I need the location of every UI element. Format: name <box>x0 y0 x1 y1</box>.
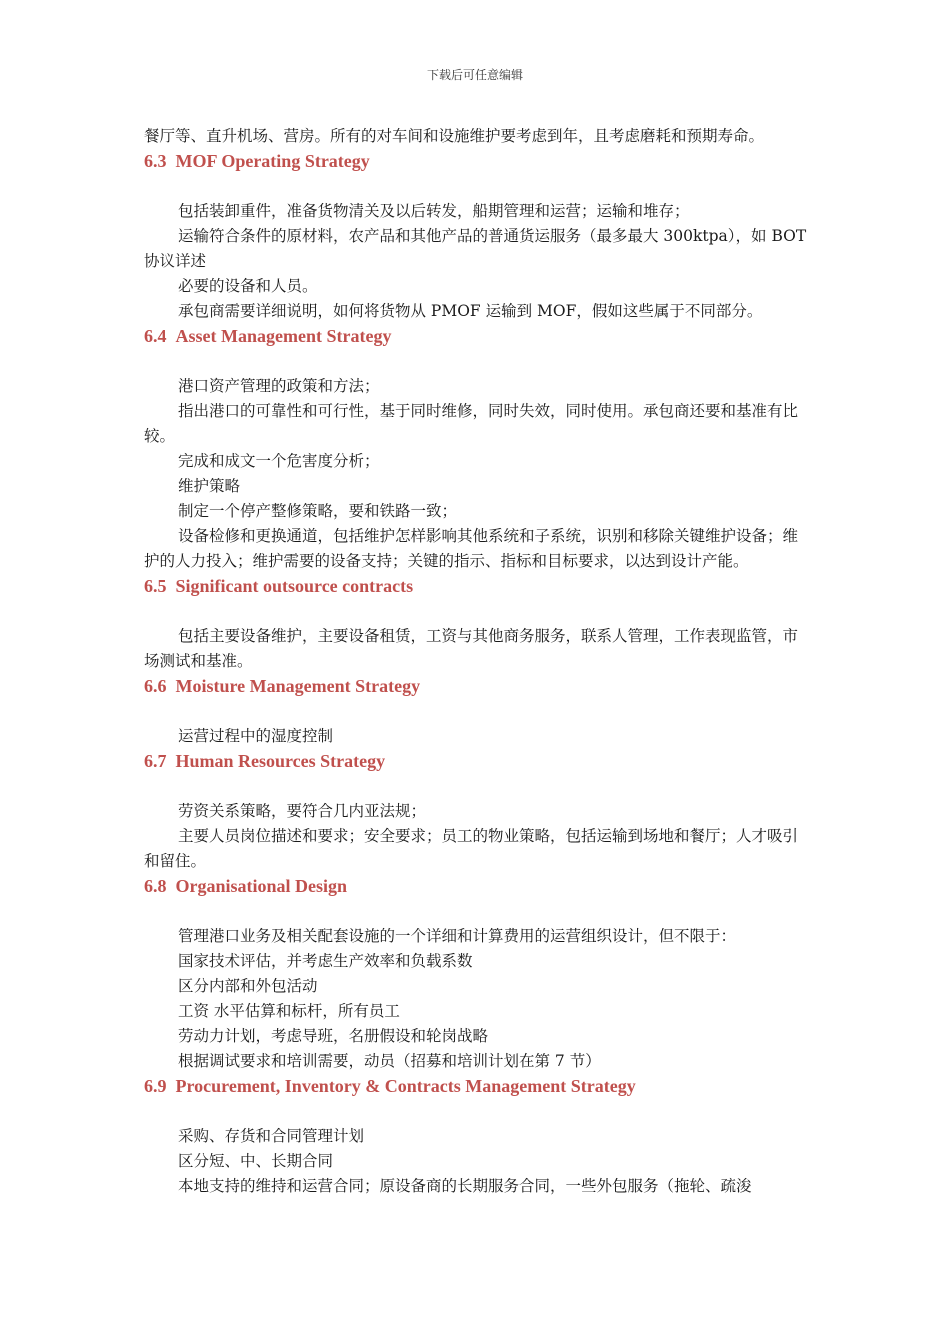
section-heading <box>144 874 808 899</box>
section-heading <box>144 574 808 599</box>
section-heading <box>144 149 808 174</box>
section-heading <box>144 324 808 349</box>
paragraph: 维护策略 <box>178 477 241 495</box>
paragraph: 港口资产管理的政策和方法； <box>178 377 380 395</box>
paragraph: 运营过程中的湿度控制 <box>178 727 334 745</box>
section-number: 6.6 <box>144 676 167 696</box>
paragraph: 区分短、中、长期合同 <box>178 1152 334 1170</box>
section-heading <box>144 674 808 699</box>
paragraph: 指出港口的可靠性和可行性，基于同时维修，同时失效，同时使用。承包商还要和基准有比较。 <box>144 402 799 445</box>
paragraph: 主要人员岗位描述和要求；安全要求；员工的物业策略，包括运输到场地和餐厅；人才吸引和留住。 <box>144 827 799 870</box>
section-title: Significant outsource contracts <box>175 576 414 596</box>
section-title: MOF Operating Strategy <box>175 151 370 171</box>
paragraph: 采购、存货和合同管理计划 <box>178 1127 365 1145</box>
paragraph: 完成和成文一个危害度分析； <box>178 452 380 470</box>
paragraph: 管理港口业务及相关配套设施的一个详细和计算费用的运营组织设计，但不限于： <box>178 927 737 945</box>
section-number: 6.5 <box>144 576 167 596</box>
paragraph: 根据调试要求和培训需要，动员（招募和培训计划在第 7 节） <box>178 1052 601 1070</box>
section-number: 6.8 <box>144 876 167 896</box>
section-title: Procurement, Inventory & Contracts Management Strategy <box>175 1076 636 1096</box>
paragraph: 制定一个停产整修策略，要和铁路一致； <box>178 502 458 520</box>
paragraph: 必要的设备和人员。 <box>178 277 318 295</box>
paragraph: 承包商需要详细说明，如何将货物从 PMOF 运输到 MOF，假如这些属于不同部分。 <box>178 302 763 320</box>
paragraph: 国家技术评估，并考虑生产效率和负载系数 <box>178 952 473 970</box>
paragraph: 本地支持的维持和运营合同；原设备商的长期服务合同，一些外包服务（拖轮、疏浚 <box>178 1177 752 1195</box>
paragraph: 包括装卸重件，准备货物清关及以后转发，船期管理和运营；运输和堆存； <box>178 202 690 220</box>
section-title: Asset Management Strategy <box>175 326 392 346</box>
section-number: 6.7 <box>144 751 167 771</box>
paragraph: 劳动力计划，考虑导班，名册假设和轮岗战略 <box>178 1027 489 1045</box>
paragraph: 区分内部和外包活动 <box>178 977 318 995</box>
paragraph: 劳资关系策略，要符合几内亚法规； <box>178 802 427 820</box>
section-number: 6.9 <box>144 1076 167 1096</box>
paragraph: 工资 水平估算和标杆，所有员工 <box>178 1002 400 1020</box>
section-title: Human Resources Strategy <box>175 751 386 771</box>
paragraph: 餐厅等、直升机场、营房。所有的对车间和设施维护要考虑到年，且考虑磨耗和预期寿命。 <box>144 127 765 145</box>
section-heading <box>144 1074 808 1099</box>
section-heading <box>144 749 808 774</box>
document-body <box>144 124 808 1199</box>
page-header: 下载后可任意编辑 <box>426 68 523 82</box>
paragraph: 运输符合条件的原材料，农产品和其他产品的普通货运服务（最多最大 300ktpa），如 BOT 协议详述 <box>144 227 807 270</box>
section-title: Moisture Management Strategy <box>175 676 421 696</box>
section-title: Organisational Design <box>175 876 348 896</box>
paragraph: 包括主要设备维护，主要设备租赁，工资与其他商务服务，联系人管理，工作表现监管，市场测试和基准。 <box>144 627 799 670</box>
section-number: 6.3 <box>144 151 167 171</box>
section-number: 6.4 <box>144 326 167 346</box>
paragraph: 设备检修和更换通道，包括维护怎样影响其他系统和子系统，识别和移除关键维护设备；维护的人力投入；维护需要的设备支持；关键的指示、指标和目标要求，以达到设计产能。 <box>144 527 799 570</box>
